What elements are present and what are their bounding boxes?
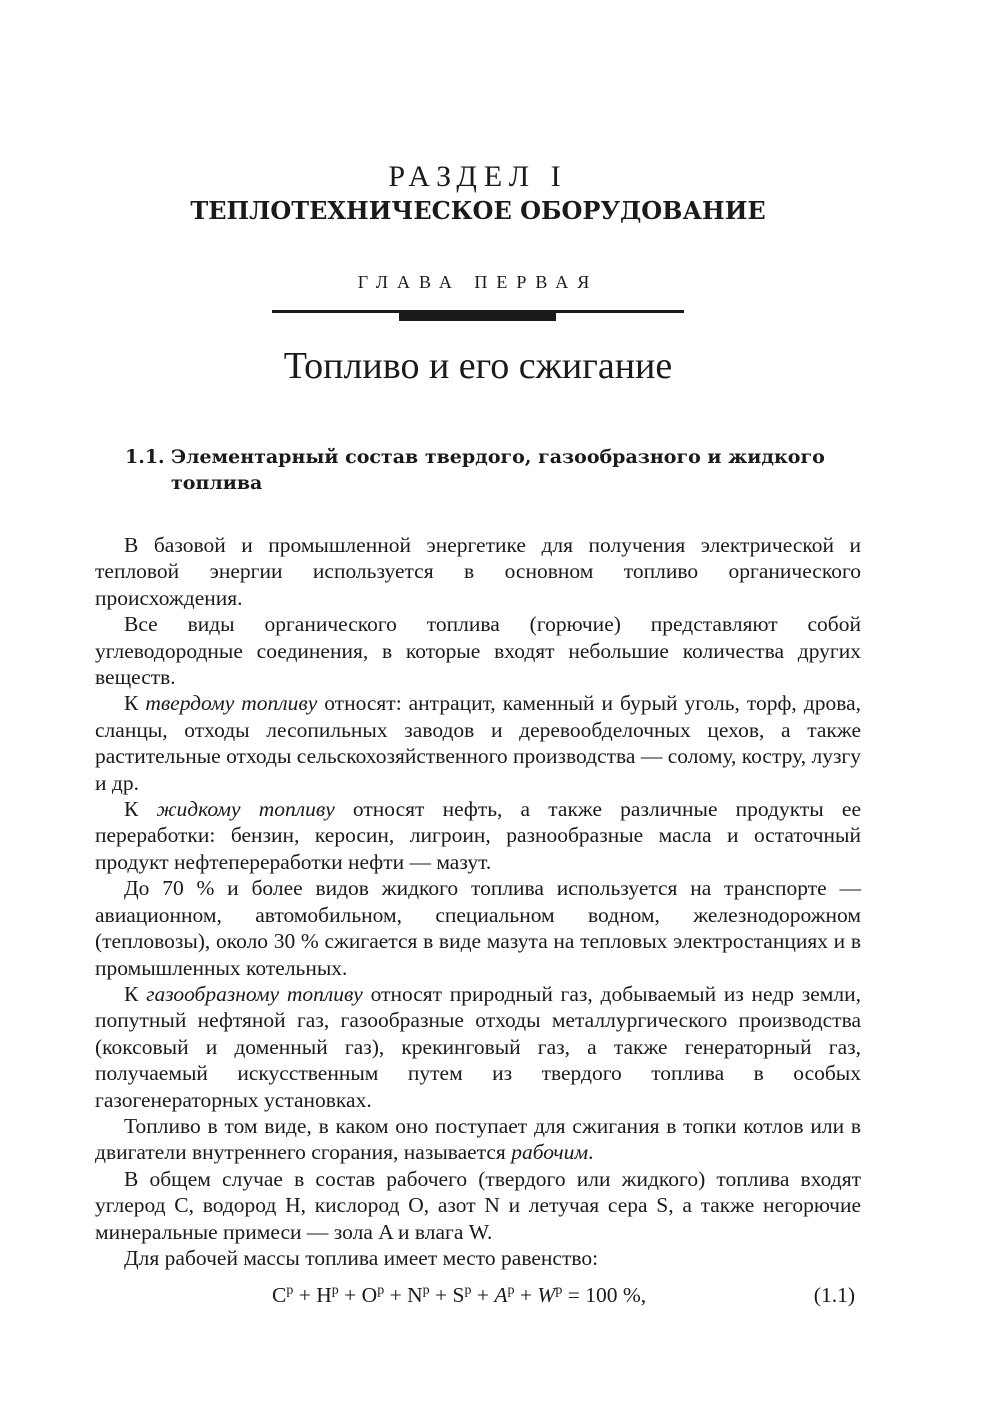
formula-term [537,1283,562,1307]
paragraph [95,875,861,981]
formula-superscript: р [555,1283,563,1298]
paragraph [95,690,861,796]
paragraph-text: относят нефть, а также различные продукты ее переработки: бензин, керосин, лигроин, разнообразные масла и остаточный продукт нефтепереработки нефти — мазут. [95,797,862,874]
formula-symbol: W [537,1283,556,1308]
paragraph-text: До 70 % и более видов жидкого топлива используется на транспорте — авиационном, автомобильном, специальном водном, железнодорожном (тепловозы), около 30 % сжигается в виде мазута на тепловых электростанциях и в промышленных котельных. [95,876,861,980]
formula-superscript: р [422,1283,430,1298]
paragraph-text: К [124,797,157,822]
formula-operator: + [293,1283,317,1308]
formula-symbol: C [272,1283,287,1308]
formula-operator: + [338,1283,362,1308]
formula-superscript: р [507,1283,515,1298]
formula-symbol: S [452,1283,465,1308]
formula-superscript: р [331,1283,339,1298]
formula-superscript: р [286,1283,294,1298]
section-title: Элементарный состав твердого, газообразного и жидкого топлива [171,446,825,494]
formula-expression [272,1283,646,1308]
paragraph [95,532,861,611]
paragraph-text: относят природный газ, добываемый из недр земли, попутный нефтяной газ, газообразные отходы металлургического производства (коксовый и доменный газ), крекинговый газ, а также генераторный газ, получаемый искусственным путем из твердого топлива в особых газогенераторных установках. [95,981,861,1112]
formula-result: = 100 %, [562,1283,647,1308]
part-title: ТЕПЛОТЕХНИЧЕСКОЕ ОБОРУДОВАНИЕ [190,196,766,225]
formula-symbol: O [361,1283,378,1308]
formula-superscript: р [464,1283,472,1298]
formula-symbol: A [494,1283,508,1308]
paragraph [95,1166,861,1245]
paragraph-text: относят: антрацит, каменный и бурый уголь, торф, дрова, сланцы, отходы лесопильных заводов и деревообделочных цехов, а также растительные отходы сельскохозяйственного производства — солому, костру, лузгу и др. [95,691,861,795]
paragraph-text: Для рабочей массы топлива имеет место равенство: [124,1245,599,1270]
paragraph-text: Все виды органического топлива (горючие) представляют собой углеводородные соединения, в которые входят небольшие количества других веществ. [95,612,861,690]
paragraph-text: К [124,691,146,716]
part-label: РАЗДЕЛ I [388,160,568,193]
formula-term [407,1283,430,1307]
paragraph-text: В общем случае в состав рабочего (твердого или жидкого) топлива входят углерод C, водород H, кислород O, азот N и летучая сера S, а также негорючие минеральные примеси — зола A и влага W. [95,1166,861,1244]
formula-symbol: N [407,1283,423,1308]
paragraph-text: . [588,1140,594,1165]
formula-superscript: р [377,1283,385,1298]
formula-term [316,1283,339,1307]
paragraph [95,796,861,875]
emphasis-term: жидкому топливу [156,797,335,822]
formula-term [494,1283,514,1307]
formula-term [453,1283,472,1307]
chapter-title: Топливо и его сжигание [283,345,673,387]
paragraph [95,611,861,690]
formula-1-1 [95,1283,861,1313]
formula-term [362,1283,385,1307]
paragraph [95,981,861,1113]
section-number: 1.1. [125,446,165,468]
formula-term [272,1283,293,1307]
emphasis-term: твердому топливу [145,691,318,716]
chapter-rule-accent [399,313,556,321]
formula-operator: + [514,1283,538,1308]
paragraph [95,1113,861,1166]
section-heading [125,444,865,496]
formula-symbol: H [316,1283,332,1308]
formula-operator: + [429,1283,453,1308]
body-text [95,532,861,1271]
paragraph-text: В базовой и промышленной энергетике для получения электрической и тепловой энергии используется в основном топливо органического происхождения. [95,533,861,610]
formula-operator: + [471,1283,495,1308]
formula-operator: + [384,1283,408,1308]
paragraph-text: К [124,981,147,1006]
equation-number: (1.1) [813,1283,855,1307]
chapter-label: ГЛАВА ПЕРВАЯ [357,272,599,292]
paragraph-text: Топливо в том виде, в каком оно поступает для сжигания в топки котлов или в двигатели внутреннего сгорания, называется [95,1113,861,1165]
paragraph [95,1245,861,1271]
emphasis-term: газообразному топливу [146,981,363,1006]
emphasis-term: рабочим [511,1140,589,1165]
